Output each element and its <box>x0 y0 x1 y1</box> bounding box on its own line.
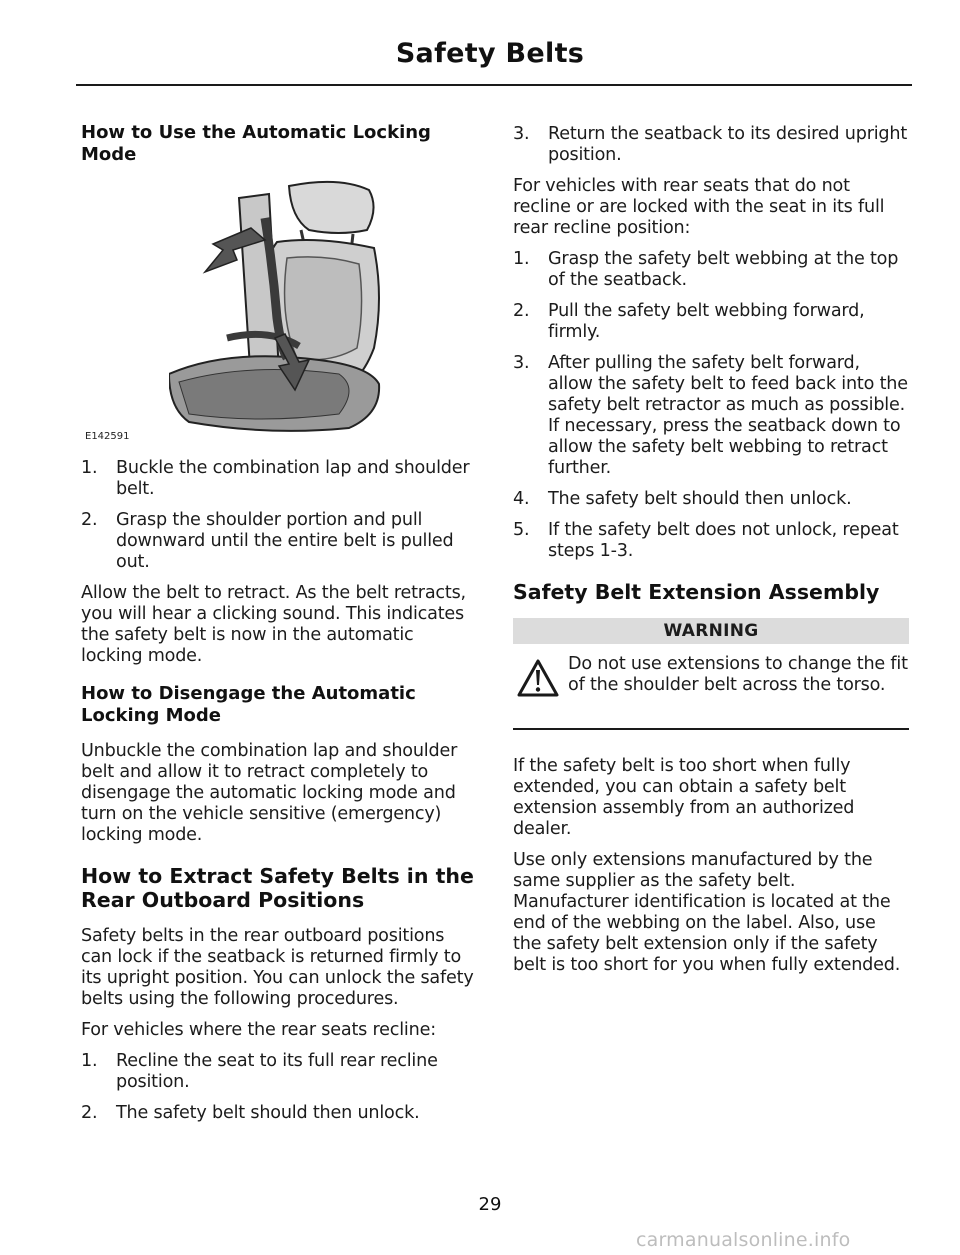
list-text: The safety belt should then unlock. <box>548 489 852 509</box>
heading-automatic-locking: How to Use the Automatic Locking Mode <box>81 122 431 165</box>
list-number: 1. <box>513 249 530 269</box>
paragraph: For vehicles with rear seats that do not recline or are locked with the seat in its full rear recline position: <box>513 176 885 238</box>
list-text: Grasp the safety belt webbing at the top of the seatback. <box>548 249 899 290</box>
list-item <box>81 510 476 573</box>
steps-automatic-locking <box>81 458 476 573</box>
list-number: 1. <box>81 1051 98 1071</box>
watermark: carmanualsonline.info <box>636 1229 851 1251</box>
list-item <box>513 301 909 343</box>
list-item <box>513 249 909 291</box>
warning-rule <box>513 728 909 730</box>
list-text: After pulling the safety belt forward, allow the safety belt to feed back into the safety belt retractor as much as possible. If necessary, press the seatback down to allow the safety belt webbing to retract further. <box>548 353 908 478</box>
list-item <box>513 124 909 166</box>
list-number: 5. <box>513 520 530 540</box>
list-item <box>81 1103 476 1124</box>
paragraph: For vehicles where the rear seats recline: <box>81 1020 436 1040</box>
paragraph: Use only extensions manufactured by the same supplier as the safety belt. Manufacturer identification is located at the end of the webbing on the label. Also, use the safety belt extension only if the safety belt is too short for you when fully extended. <box>513 850 901 975</box>
page-number: 29 <box>478 1194 502 1215</box>
paragraph: If the safety belt is too short when fully extended, you can obtain a safety belt extension assembly from an authorized dealer. <box>513 756 855 839</box>
list-number: 1. <box>81 458 98 478</box>
warning-box <box>513 654 909 718</box>
list-text: The safety belt should then unlock. <box>116 1103 420 1123</box>
list-item <box>81 1051 476 1093</box>
steps-no-recline <box>513 249 909 562</box>
warning-label: WARNING <box>513 618 909 644</box>
paragraph: Safety belts in the rear outboard positions can lock if the seatback is returned firmly to its upright position. You can unlock the safety belts using the following procedures. <box>81 926 474 1009</box>
list-text: Return the seatback to its desired upright position. <box>548 124 908 165</box>
list-number: 3. <box>513 124 530 144</box>
seat-belt-illustration <box>169 178 419 434</box>
list-text: Pull the safety belt webbing forward, firmly. <box>548 301 865 342</box>
figure-code: E142591 <box>85 431 130 442</box>
warning-text: Do not use extensions to change the fit of the shoulder belt across the torso. <box>568 654 908 695</box>
list-number: 2. <box>513 301 530 321</box>
steps-recline-continued <box>513 124 909 166</box>
paragraph: Unbuckle the combination lap and shoulder belt and allow it to retract completely to disengage the automatic locking mode and turn on the vehicle sensitive (emergency) locking mode. <box>81 741 458 845</box>
list-text: If the safety belt does not unlock, repeat steps 1-3. <box>548 520 899 561</box>
list-number: 2. <box>81 510 98 530</box>
page-header-title: Safety Belts <box>395 38 585 69</box>
heading-extract-rear: How to Extract Safety Belts in the Rear Outboard Positions <box>81 864 474 912</box>
header-rule <box>76 84 912 86</box>
heading-extension-assembly: Safety Belt Extension Assembly <box>513 580 880 604</box>
list-number: 2. <box>81 1103 98 1123</box>
heading-disengage: How to Disengage the Automatic Locking Mode <box>81 683 416 726</box>
list-item <box>513 520 909 562</box>
list-item <box>81 458 476 500</box>
left-column <box>81 122 476 1134</box>
steps-recline <box>81 1051 476 1124</box>
list-item <box>513 489 909 510</box>
right-column <box>513 124 909 986</box>
list-text: Recline the seat to its full rear recline position. <box>116 1051 438 1092</box>
list-number: 4. <box>513 489 530 509</box>
warning-triangle-icon <box>516 658 560 698</box>
paragraph: Allow the belt to retract. As the belt retracts, you will hear a clicking sound. This indicates the safety belt is now in the automatic locking mode. <box>81 583 466 666</box>
list-text: Grasp the shoulder portion and pull downward until the entire belt is pulled out. <box>116 510 454 572</box>
list-item <box>513 353 909 479</box>
list-number: 3. <box>513 353 530 373</box>
list-text: Buckle the combination lap and shoulder belt. <box>116 458 470 499</box>
seat-belt-figure <box>81 178 476 444</box>
